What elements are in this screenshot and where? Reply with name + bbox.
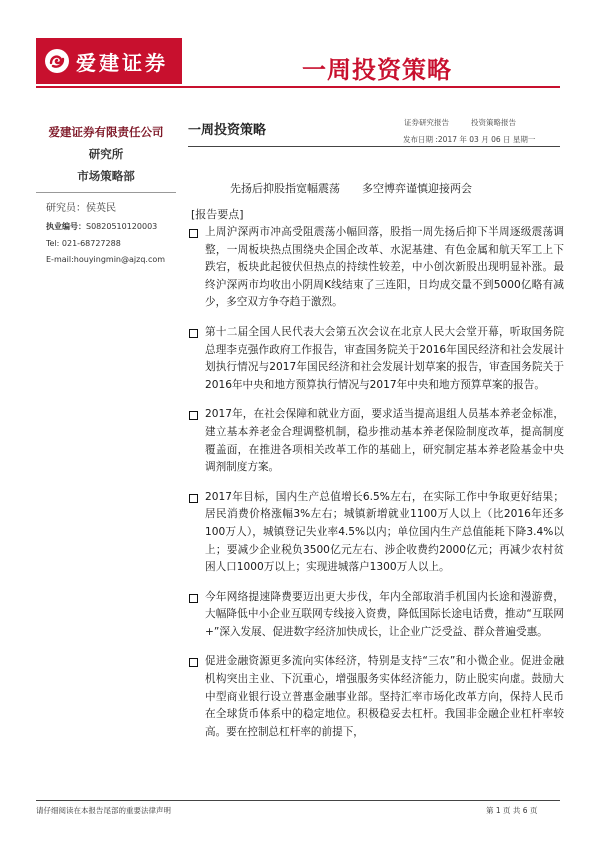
- page-number: 第 1 页 共 6 页: [486, 806, 538, 815]
- header-divider: [36, 86, 560, 88]
- checkbox-bullet-icon: [189, 494, 198, 503]
- report-tag-strategy: 投资策略报告: [471, 118, 516, 127]
- summary-point: [188, 489, 564, 577]
- report-headline: [230, 180, 472, 196]
- department-name: 市场策略部: [77, 169, 135, 183]
- checkbox-bullet-icon: [189, 411, 198, 420]
- summary-point-text: 促进金融资源更多流向实体经济，特别是支持“三农”和小微企业。促进金融机构突出主业、下沉重心，增强服务实体经济能力，防止脱实向虚。鼓励大中型商业银行设立普惠金融事业部。坚持汇率市场化改革方向，保持人民币在全球货币体系中的稳定地位。积极稳妥去杠杆。我国非金融企业杠杆率较高。要在控制总杠杆率的前提下，: [205, 655, 564, 738]
- license-number: [36, 221, 176, 232]
- checkbox-bullet-icon: [189, 658, 198, 667]
- report-tags: [404, 117, 538, 128]
- summary-point: [188, 406, 564, 476]
- email-address: E-mail:houyingmin@ajzq.com: [46, 255, 166, 264]
- brand-emblem-icon: [44, 48, 70, 74]
- report-tag-research: 证券研究报告: [404, 118, 449, 127]
- summary-point: [188, 224, 564, 312]
- analyst-name: 研究员：侯英民: [46, 203, 116, 214]
- sidebar: [36, 124, 176, 264]
- report-subtitle: 一周投资策略: [188, 123, 267, 138]
- checkbox-bullet-icon: [189, 229, 198, 238]
- headline-part-1: 先扬后抑股指宽幅震荡: [230, 182, 340, 195]
- company-name: 爱建证券有限责任公司: [48, 125, 164, 139]
- summary-point-text: 上周沪深两市冲高受阻震荡小幅回落，股指一周先扬后抑下半周逐级震荡调整，一周板块热点围绕央企国企改革、水泥基建、有色金属和航天军工上下跌宕，板块此起彼伏但热点的持续性较差，中小创次新股出现明显补涨。最终沪深两市均收出小阴周K线结束了三连阳，日均成交量不到5000亿略有减少，多空双方争夺趋于激烈。: [205, 226, 564, 309]
- checkbox-bullet-icon: [189, 594, 198, 603]
- summary-point-text: 第十二届全国人民代表大会第五次会议在北京人民大会堂开幕，听取国务院总理李克强作政府工作报告，审查国务院关于2016年国民经济和社会发展计划执行情况与2017年国民经济和社会发展计划草案的报告，审查国务院关于2016年中央和地方预算执行情况与2017年中央和地方预算草案的报告。: [205, 325, 564, 391]
- summary-point-text: 2017年目标，国内生产总值增长6.5%左右，在实际工作中争取更好结果；居民消费价格涨幅3%左右；城镇新增就业1100万人以上（比2016年还多100万人），城镇登记失业率4.5%以内；单位国内生产总值能耗下降3.4%以上；要减少企业税负3500亿元左右、涉企收费约2000亿元；再减少农村贫困人口1000万以上；实现进城落户1300万人以上。: [205, 490, 564, 574]
- brand-name: 爱建证券: [76, 50, 168, 75]
- license-value: S0820510120003: [86, 222, 158, 231]
- summary-point-text: 今年网络提速降费要迈出更大步伐，年内全部取消手机国内长途和漫游费，大幅降低中小企业互联网专线接入资费，降低国际长途电话费，推动“互联网+”深入发展、促进数字经济加快成长，让企业广泛受益、群众普遍受惠。: [205, 590, 564, 638]
- summary-points: [188, 224, 564, 753]
- telephone: Tel: 021-68727288: [46, 239, 121, 248]
- sidebar-divider: [36, 192, 176, 193]
- legal-disclaimer-note: 请仔细阅读在本报告尾部的重要法律声明: [36, 806, 171, 815]
- summary-point-text: 2017年，在社会保障和就业方面，要求适当提高退组人员基本养老金标准，建立基本养老金合理调整机制，稳步推动基本养老保险制度改革，提高制度覆盖面，在推进各项相关改革工作的基础上，研究制定基本养老险基金中央调剂制度方案。: [205, 408, 564, 474]
- subtitle-divider: [188, 146, 560, 147]
- institute-name: 研究所: [88, 147, 124, 161]
- footer-divider: [36, 800, 560, 801]
- brand-logo: [36, 38, 182, 84]
- headline-part-2: 多空博弈谨慎迎接两会: [362, 182, 472, 195]
- publish-date: 发布日期 :2017 年 03 月 06 日 星期一: [403, 135, 536, 144]
- page-title: 一周投资策略: [302, 56, 452, 84]
- summary-point: [188, 324, 564, 394]
- summary-heading: [报告要点]: [191, 208, 244, 221]
- checkbox-bullet-icon: [189, 329, 198, 338]
- summary-point: [188, 589, 564, 642]
- summary-point: [188, 653, 564, 741]
- license-label: 执业编号：: [46, 222, 86, 231]
